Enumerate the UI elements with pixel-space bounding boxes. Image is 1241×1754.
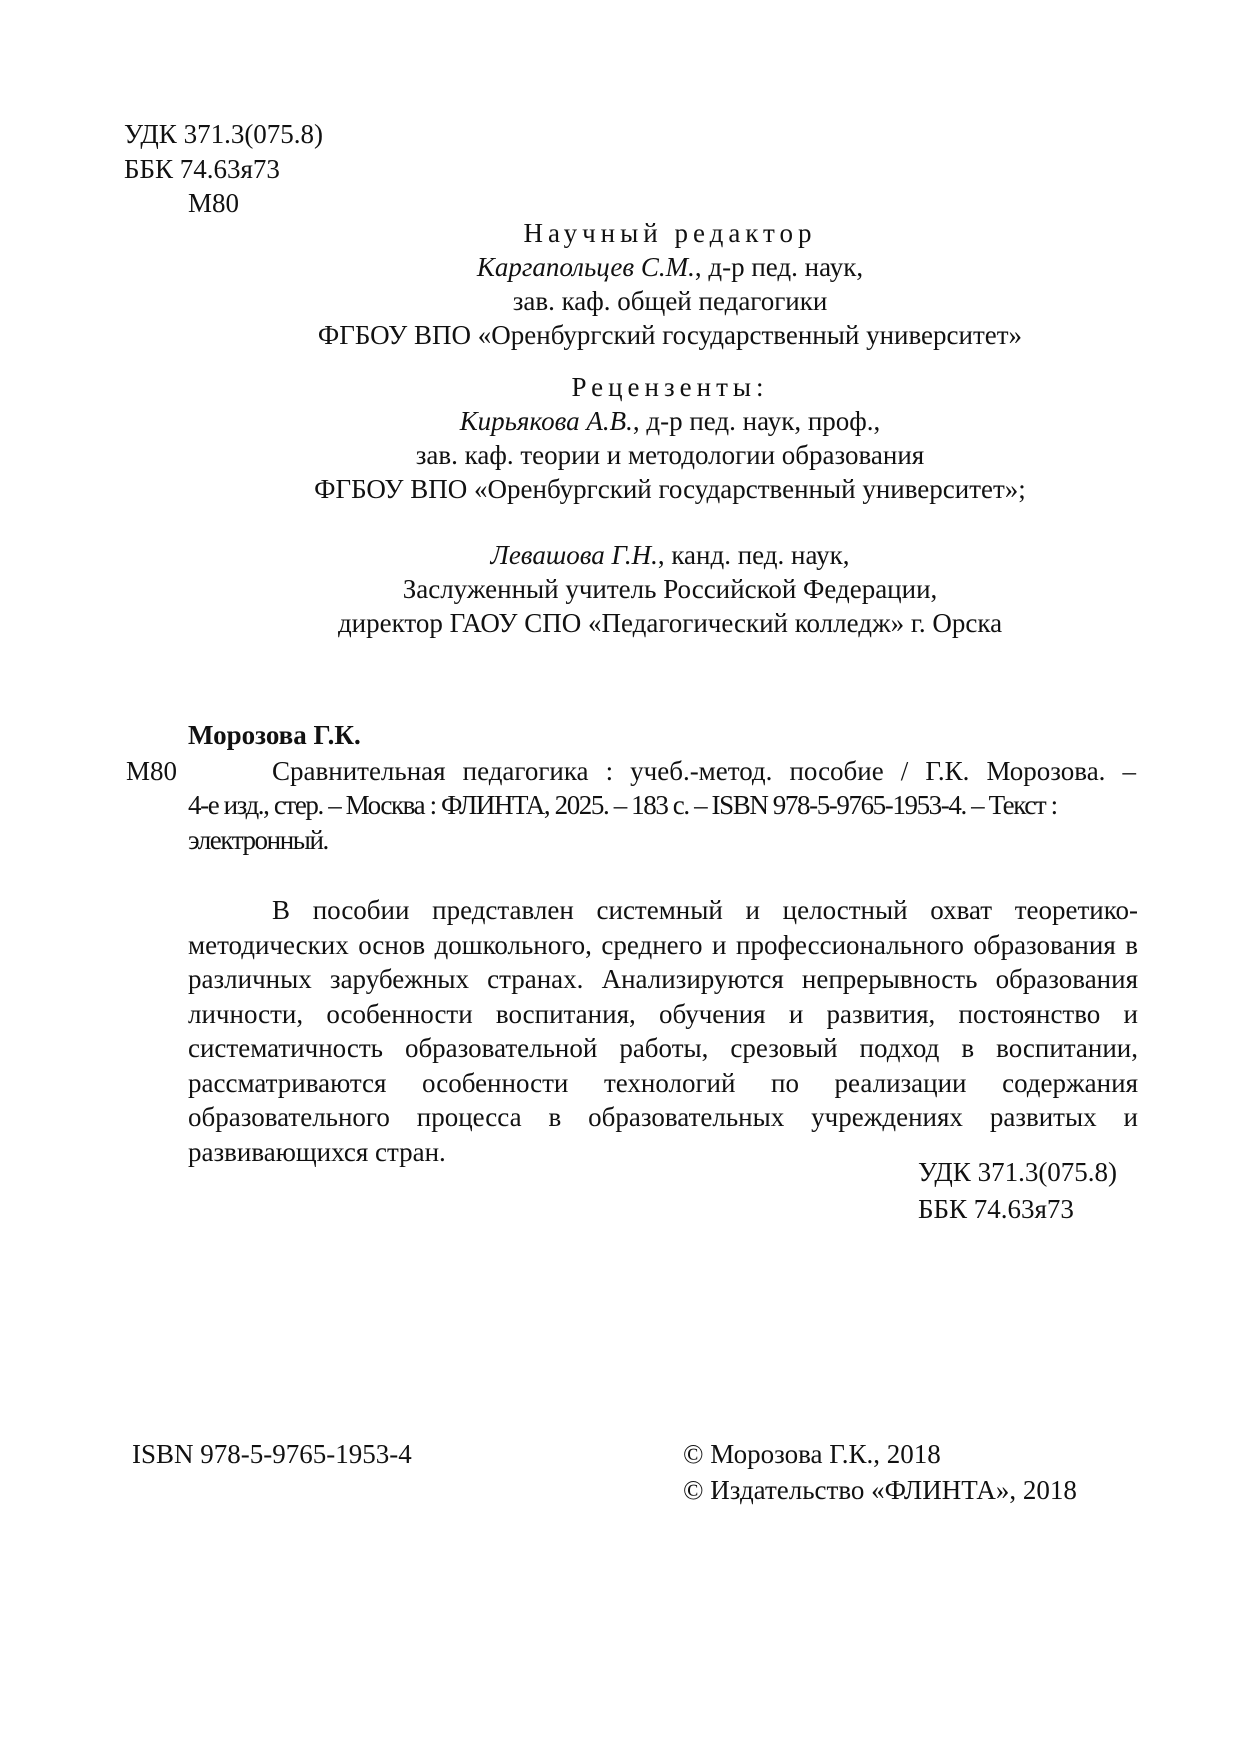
reviewer-name-line — [250, 538, 1090, 572]
reviewer-name-line — [250, 404, 1090, 438]
editor-degree: , д-р пед. наук, — [694, 252, 864, 283]
reviewer-organization: директор ГАОУ СПО «Педагогический колледж» г. Орска — [337, 608, 1003, 639]
annotation: В пособии представлен системный и целостный охват теоретико-методических основ дошкольного, среднего и профессионального образования в различных зарубежных странах. Анализируются непрерывность образования личности, особенности воспитания, обучения и развития, постоянство и систематичность образовательной работы, срезовый подход в воспитании, рассматриваются особенности технологий по реализации содержания образовательного процесса в образовательных учреждениях развитых и развивающихся стран. — [188, 895, 1138, 1167]
editor-organization: ФГБОУ ВПО «Оренбургский государственный университет» — [317, 320, 1023, 351]
reviewers-heading: Рецензенты: — [571, 372, 769, 402]
reviewer-organization: ФГБОУ ВПО «Оренбургский государственный университет»; — [314, 474, 1026, 505]
copyright-publisher: © Издательство «ФЛИНТА», 2018 — [683, 1475, 1077, 1505]
reviewer-name: Левашова Г.Н. — [490, 540, 658, 570]
editor-name: Каргапольцев С.М. — [476, 252, 695, 283]
editor-block — [250, 216, 1090, 352]
reviewer-block — [250, 538, 1090, 640]
record-medium-line: электронный. — [188, 825, 328, 855]
editor-position: зав. каф. общей педагогики — [512, 286, 828, 317]
reviewers-block — [250, 370, 1090, 506]
reviewer-degree: , канд. пед. наук, — [657, 540, 850, 570]
copyright-author: © Морозова Г.К., 2018 — [683, 1439, 941, 1469]
udk-code-bottom: УДК 371.3(075.8) — [918, 1157, 1118, 1187]
editor-name-line — [250, 250, 1090, 284]
author-sign: М80 — [188, 188, 240, 218]
record-author: Морозова Г.К. — [188, 720, 361, 750]
bbk-code-bottom: ББК 74.63я73 — [918, 1194, 1074, 1224]
reviewer-position: зав. каф. теории и методологии образования — [415, 440, 925, 471]
record-author-sign: М80 — [126, 756, 178, 786]
udk-code: УДК 371.3(075.8) — [124, 119, 324, 149]
reviewer-name: Кирьякова А.В. — [459, 406, 633, 437]
reviewer-degree: , д-р пед. наук, проф., — [632, 406, 881, 437]
record-title-line: Сравнительная педагогика : учеб.-метод. пособие / Г.К. Морозова. – — [272, 756, 1136, 786]
editor-heading: Научный редактор — [523, 218, 817, 248]
record-edition-line: 4-е изд., стер. – Москва : ФЛИНТА, 2025. – 183 с. – ISBN 978-5-9765-1953-4. – Текст : — [188, 790, 1057, 820]
reviewer-position: Заслуженный учитель Российской Федерации, — [402, 574, 938, 605]
isbn: ISBN 978-5-9765-1953-4 — [132, 1439, 412, 1469]
bbk-code: ББК 74.63я73 — [124, 154, 280, 184]
